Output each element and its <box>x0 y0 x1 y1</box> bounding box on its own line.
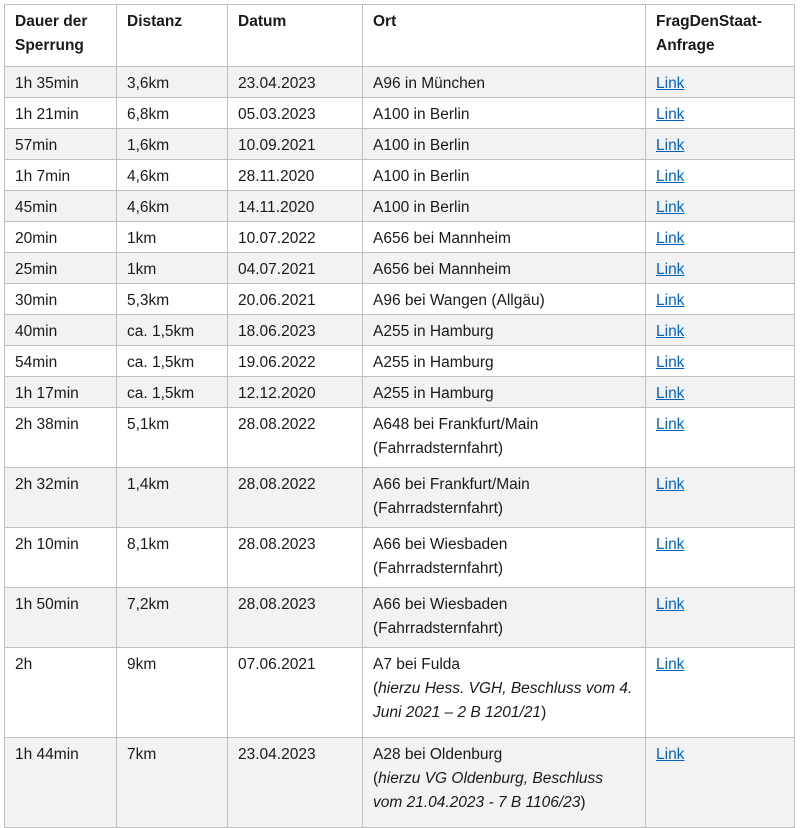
cell-distanz: 9km <box>117 648 228 738</box>
cell-distanz: 1km <box>117 253 228 284</box>
cell-anfrage <box>646 408 795 468</box>
ort-court-note: hierzu VG Oldenburg, Beschluss vom 21.04.2023 - 7 B 1106/23 <box>373 770 604 811</box>
cell-datum: 19.06.2022 <box>228 346 363 377</box>
cell-anfrage <box>646 67 795 98</box>
cell-dauer: 1h 44min <box>5 738 117 828</box>
ort-note: (Fahrradsternfahrt) <box>373 560 504 577</box>
fragdenstaat-link[interactable]: Link <box>656 168 685 185</box>
cell-dauer: 2h 10min <box>5 528 117 588</box>
cell-distanz: 3,6km <box>117 67 228 98</box>
cell-datum: 07.06.2021 <box>228 648 363 738</box>
cell-distanz: 4,6km <box>117 160 228 191</box>
cell-ort <box>363 315 646 346</box>
ort-court-note: hierzu Hess. VGH, Beschluss vom 4. Juni 2021 – 2 B 1201/21 <box>373 680 633 721</box>
table-row <box>5 67 795 98</box>
cell-dauer: 1h 35min <box>5 67 117 98</box>
cell-datum: 28.08.2023 <box>228 528 363 588</box>
cell-datum: 28.08.2023 <box>228 588 363 648</box>
cell-anfrage <box>646 468 795 528</box>
table-row <box>5 588 795 648</box>
cell-ort <box>363 98 646 129</box>
cell-distanz: ca. 1,5km <box>117 346 228 377</box>
ort-text: A100 in Berlin <box>373 137 470 154</box>
cell-datum: 28.08.2022 <box>228 468 363 528</box>
cell-datum: 18.06.2023 <box>228 315 363 346</box>
ort-text: A7 bei Fulda <box>373 656 461 673</box>
cell-dauer: 2h 38min <box>5 408 117 468</box>
table-row <box>5 191 795 222</box>
cell-anfrage <box>646 315 795 346</box>
fragdenstaat-link[interactable]: Link <box>656 292 685 309</box>
cell-ort <box>363 588 646 648</box>
header-ort: Ort <box>363 5 646 67</box>
fragdenstaat-link[interactable]: Link <box>656 106 685 123</box>
ort-text: A656 bei Mannheim <box>373 261 511 278</box>
cell-anfrage <box>646 98 795 129</box>
fragdenstaat-link[interactable]: Link <box>656 261 685 278</box>
cell-anfrage <box>646 377 795 408</box>
ort-text: A96 in München <box>373 75 486 92</box>
paren-open: ( <box>373 680 379 697</box>
cell-ort <box>363 284 646 315</box>
header-anfrage-line1: FragDenStaat- <box>656 13 762 30</box>
cell-datum: 23.04.2023 <box>228 738 363 828</box>
cell-anfrage <box>646 738 795 828</box>
cell-ort <box>363 129 646 160</box>
cell-dauer: 30min <box>5 284 117 315</box>
cell-anfrage <box>646 588 795 648</box>
fragdenstaat-link[interactable]: Link <box>656 536 685 553</box>
ort-text: A255 in Hamburg <box>373 323 494 340</box>
cell-anfrage <box>646 222 795 253</box>
ort-note: (Fahrradsternfahrt) <box>373 440 504 457</box>
cell-dauer: 2h <box>5 648 117 738</box>
cell-dauer: 20min <box>5 222 117 253</box>
paren-open: ( <box>373 770 379 787</box>
cell-dauer: 40min <box>5 315 117 346</box>
header-anfrage-line2: Anfrage <box>656 37 715 54</box>
table-row <box>5 408 795 468</box>
paren-close: ) <box>541 704 547 721</box>
ort-text: A656 bei Mannheim <box>373 230 511 247</box>
cell-dauer: 1h 17min <box>5 377 117 408</box>
cell-datum: 05.03.2023 <box>228 98 363 129</box>
table-row <box>5 738 795 828</box>
cell-anfrage <box>646 253 795 284</box>
fragdenstaat-link[interactable]: Link <box>656 323 685 340</box>
cell-ort <box>363 648 646 738</box>
cell-datum: 10.07.2022 <box>228 222 363 253</box>
cell-dauer: 25min <box>5 253 117 284</box>
cell-dauer: 2h 32min <box>5 468 117 528</box>
cell-anfrage <box>646 129 795 160</box>
cell-distanz: 6,8km <box>117 98 228 129</box>
ort-text: A100 in Berlin <box>373 168 470 185</box>
cell-anfrage <box>646 160 795 191</box>
fragdenstaat-link[interactable]: Link <box>656 75 685 92</box>
ort-note: (Fahrradsternfahrt) <box>373 500 504 517</box>
fragdenstaat-link[interactable]: Link <box>656 354 685 371</box>
ort-text: A66 bei Frankfurt/Main <box>373 476 530 493</box>
header-anfrage <box>646 5 795 67</box>
cell-ort <box>363 528 646 588</box>
cell-datum: 28.11.2020 <box>228 160 363 191</box>
ort-text: A255 in Hamburg <box>373 354 494 371</box>
ort-text: A100 in Berlin <box>373 106 470 123</box>
header-datum: Datum <box>228 5 363 67</box>
cell-anfrage <box>646 284 795 315</box>
cell-ort <box>363 160 646 191</box>
cell-anfrage <box>646 346 795 377</box>
table-row <box>5 129 795 160</box>
table-row <box>5 160 795 191</box>
table-row <box>5 222 795 253</box>
cell-dauer: 1h 7min <box>5 160 117 191</box>
cell-ort <box>363 222 646 253</box>
ort-text: A66 bei Wiesbaden <box>373 536 508 553</box>
cell-distanz: 4,6km <box>117 191 228 222</box>
cell-datum: 12.12.2020 <box>228 377 363 408</box>
table-row <box>5 528 795 588</box>
cell-datum: 23.04.2023 <box>228 67 363 98</box>
header-distanz: Distanz <box>117 5 228 67</box>
cell-distanz: 7km <box>117 738 228 828</box>
cell-ort <box>363 377 646 408</box>
fragdenstaat-link[interactable]: Link <box>656 199 685 216</box>
cell-ort <box>363 468 646 528</box>
header-dauer <box>5 5 117 67</box>
cell-distanz: 8,1km <box>117 528 228 588</box>
fragdenstaat-link[interactable]: Link <box>656 746 685 763</box>
cell-ort <box>363 253 646 284</box>
cell-distanz: 5,3km <box>117 284 228 315</box>
cell-datum: 10.09.2021 <box>228 129 363 160</box>
ort-text: A66 bei Wiesbaden <box>373 596 508 613</box>
cell-ort <box>363 346 646 377</box>
header-dauer-line1: Dauer der <box>15 13 88 30</box>
cell-dauer: 1h 21min <box>5 98 117 129</box>
table-row <box>5 98 795 129</box>
cell-datum: 04.07.2021 <box>228 253 363 284</box>
table-row <box>5 315 795 346</box>
table-row <box>5 648 795 738</box>
cell-datum: 28.08.2022 <box>228 408 363 468</box>
cell-distanz: 1,6km <box>117 129 228 160</box>
cell-anfrage <box>646 191 795 222</box>
cell-ort <box>363 738 646 828</box>
fragdenstaat-link[interactable]: Link <box>656 230 685 247</box>
ort-note: (Fahrradsternfahrt) <box>373 620 504 637</box>
cell-dauer: 1h 50min <box>5 588 117 648</box>
ort-text: A255 in Hamburg <box>373 385 494 402</box>
fragdenstaat-link[interactable]: Link <box>656 476 685 493</box>
fragdenstaat-link[interactable]: Link <box>656 385 685 402</box>
table-row <box>5 284 795 315</box>
fragdenstaat-link[interactable]: Link <box>656 137 685 154</box>
cell-distanz: 1,4km <box>117 468 228 528</box>
cell-dauer: 54min <box>5 346 117 377</box>
cell-datum: 20.06.2021 <box>228 284 363 315</box>
table-row <box>5 377 795 408</box>
table-row <box>5 468 795 528</box>
cell-ort <box>363 191 646 222</box>
cell-ort <box>363 408 646 468</box>
cell-dauer: 57min <box>5 129 117 160</box>
cell-ort <box>363 67 646 98</box>
table-row <box>5 346 795 377</box>
fragdenstaat-link[interactable]: Link <box>656 416 685 433</box>
table-row <box>5 253 795 284</box>
ort-text: A96 bei Wangen (Allgäu) <box>373 292 545 309</box>
ort-text: A100 in Berlin <box>373 199 470 216</box>
cell-distanz: 5,1km <box>117 408 228 468</box>
cell-anfrage <box>646 528 795 588</box>
cell-distanz: ca. 1,5km <box>117 377 228 408</box>
cell-distanz: ca. 1,5km <box>117 315 228 346</box>
paren-close: ) <box>580 794 586 811</box>
cell-distanz: 1km <box>117 222 228 253</box>
fragdenstaat-link[interactable]: Link <box>656 656 685 673</box>
fragdenstaat-link[interactable]: Link <box>656 596 685 613</box>
cell-datum: 14.11.2020 <box>228 191 363 222</box>
cell-distanz: 7,2km <box>117 588 228 648</box>
ort-text: A28 bei Oldenburg <box>373 746 503 763</box>
closures-table <box>4 4 795 828</box>
cell-anfrage <box>646 648 795 738</box>
cell-dauer: 45min <box>5 191 117 222</box>
header-dauer-line2: Sperrung <box>15 37 84 54</box>
ort-text: A648 bei Frankfurt/Main <box>373 416 539 433</box>
header-row <box>5 5 795 67</box>
